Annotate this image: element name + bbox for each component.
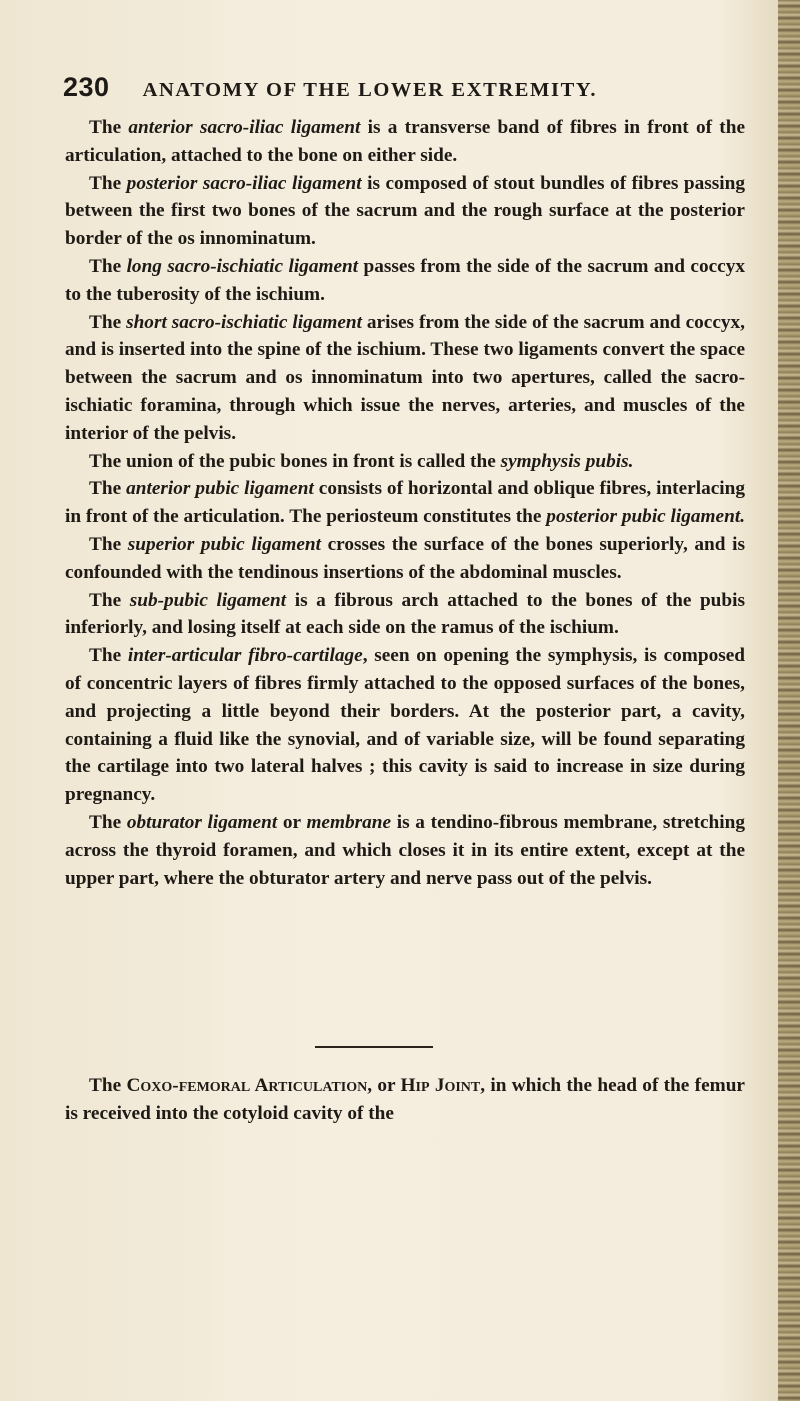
paragraph: The obturator ligament or membrane is a tendino-fibrous membrane, stretching across the thyroid foramen, and which closes it in its entire extent, except at the upper part, where the obturator artery and nerve pass out of the pelvis. <box>65 811 745 889</box>
paragraph: The long sacro-ischiatic ligament passes from the side of the sacrum and coccyx to the tuberosity of the ischium. <box>65 255 746 305</box>
paragraph: The short sacro-ischiatic ligament arises from the side of the sacrum and coccyx, and is inserted into the spine of the ischium. These two ligaments convert the space between the sacrum and os innominatum into two apertures, called the sacro-ischiatic foramina, through which issue the nerves, arteries, and muscles of the interior of the pelvis. <box>65 311 745 444</box>
body-text <box>65 114 745 892</box>
section-heading-alt: Hip Joint <box>400 1075 481 1096</box>
section-start-paragraph: The Coxo-femoral Articulation, or Hip Joint, in which the head of the femur is received into the cotyloid cavity of the <box>65 1075 745 1124</box>
paragraph: The anterior pubic ligament consists of horizontal and oblique fibres, interlacing in front of the articulation. The periosteum constitutes the posterior pubic ligament. <box>65 478 746 528</box>
section-heading: Coxo-femoral Articulation <box>126 1075 368 1096</box>
paragraph: The posterior sacro-iliac ligament is composed of stout bundles of fibres passing between the first two bones of the sacrum and the rough surface at the posterior border of the os innominatum. <box>65 172 746 250</box>
running-title: ANATOMY OF THE LOWER EXTREMITY. <box>142 79 598 101</box>
section-divider <box>315 1046 433 1048</box>
paragraph: The superior pubic ligament crosses the surface of the bones superiorly, and is confounded with the tendinous insertions of the abdominal muscles. <box>65 533 745 583</box>
paragraph: The anterior sacro-iliac ligament is a transverse band of fibres in front of the articulation, attached to the bone on either side. <box>65 117 745 166</box>
running-head <box>63 72 763 103</box>
paragraph: The union of the pubic bones in front is called the symphysis pubis. <box>89 450 634 472</box>
page-edge <box>778 0 800 1401</box>
page-number: 230 <box>63 72 110 102</box>
paragraph: The inter-articular fibro-cartilage, seen on opening the symphysis, is composed of concentric layers of fibres firmly attached to the opposed surfaces of the bones, and projecting a little beyond their borders. At the posterior part, a cavity, containing a fluid like the synovial, and of variable size, will be found separating the cartilage into two lateral halves ; this cavity is said to increase in size during pregnancy. <box>65 645 745 806</box>
paragraph: The sub-pubic ligament is a fibrous arch attached to the bones of the pubis inferiorly, and losing itself at each side on the ramus of the ischium. <box>65 589 745 639</box>
